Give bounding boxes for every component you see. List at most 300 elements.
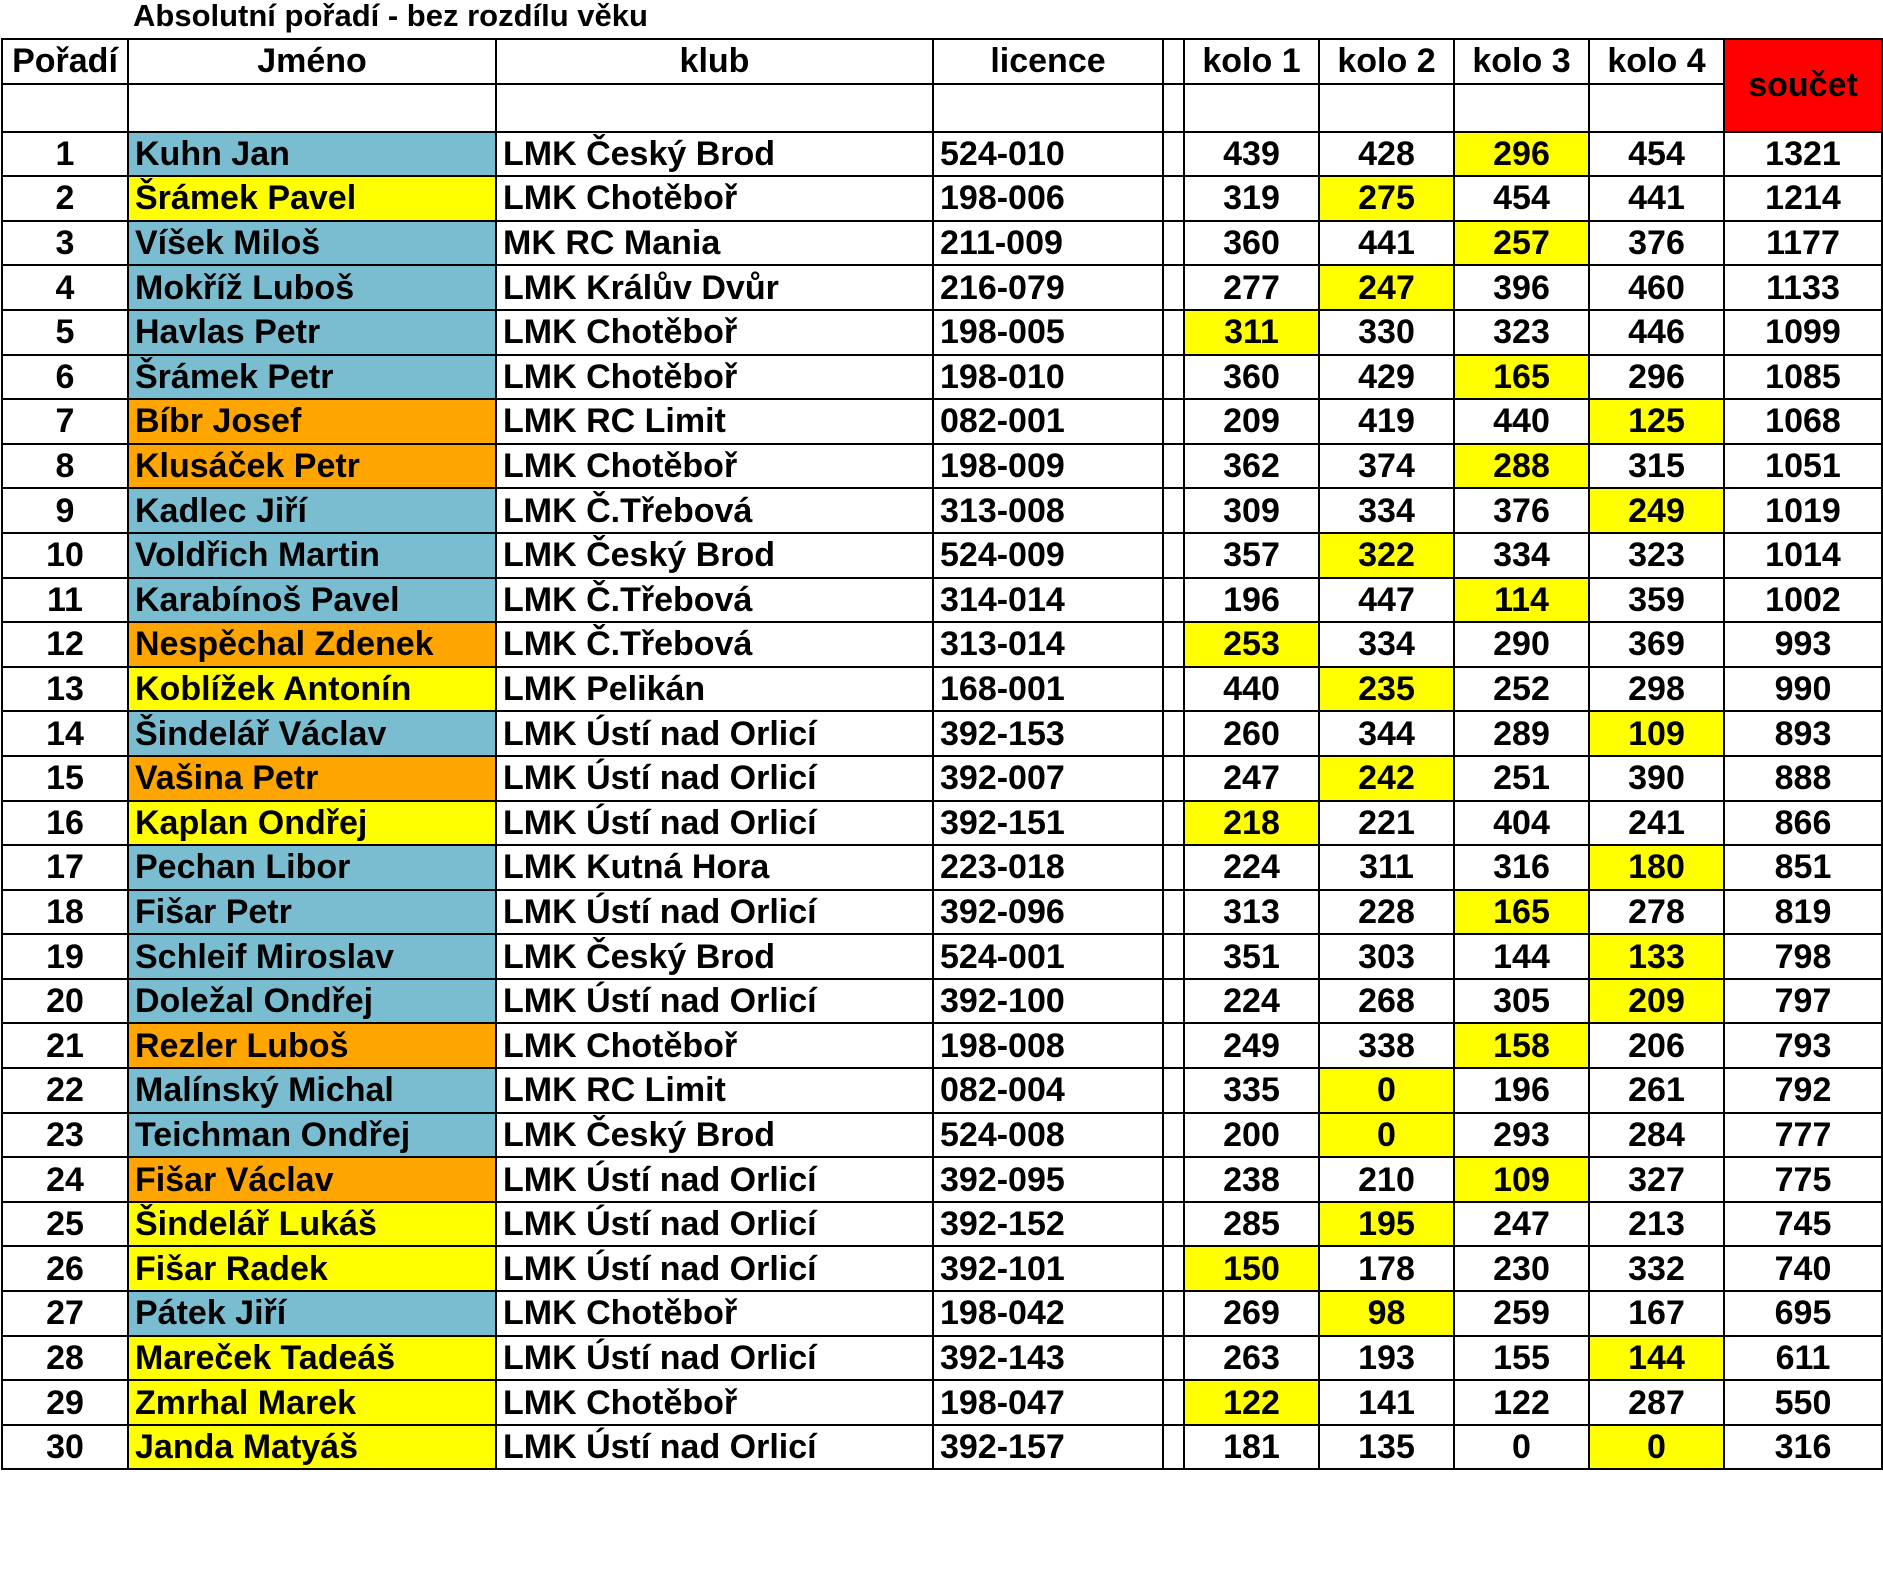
name-cell: Šindelář Lukáš <box>128 1202 496 1247</box>
round-1-cell: 209 <box>1184 399 1319 444</box>
club-cell: LMK RC Limit <box>496 1068 933 1113</box>
total-cell: 1051 <box>1724 444 1882 489</box>
round-2-cell: 0 <box>1319 1068 1454 1113</box>
round-2-cell: 0 <box>1319 1113 1454 1158</box>
round-1-cell: 319 <box>1184 176 1319 221</box>
name-cell: Kadlec Jiří <box>128 488 496 533</box>
round-3-cell: 165 <box>1454 355 1589 400</box>
blank-cell <box>1454 84 1589 132</box>
license-cell: 524-010 <box>933 132 1163 177</box>
name-cell: Šrámek Pavel <box>128 176 496 221</box>
round-2-cell: 344 <box>1319 711 1454 756</box>
name-cell: Malínský Michal <box>128 1068 496 1113</box>
table-row <box>2 1246 1882 1291</box>
round-4-cell: 109 <box>1589 711 1724 756</box>
license-cell: 392-143 <box>933 1336 1163 1381</box>
total-cell: 893 <box>1724 711 1882 756</box>
license-cell: 211-009 <box>933 221 1163 266</box>
table-row <box>2 176 1882 221</box>
total-cell: 990 <box>1724 667 1882 712</box>
total-cell: 1177 <box>1724 221 1882 266</box>
round-1-cell: 249 <box>1184 1023 1319 1068</box>
club-cell: LMK Ústí nad Orlicí <box>496 890 933 935</box>
club-cell: LMK Chotěboř <box>496 310 933 355</box>
round-4-cell: 287 <box>1589 1380 1724 1425</box>
round-3-cell: 305 <box>1454 979 1589 1024</box>
license-cell: 313-014 <box>933 622 1163 667</box>
round-2-cell: 98 <box>1319 1291 1454 1336</box>
rank-cell: 27 <box>2 1291 128 1336</box>
spacer-cell <box>1163 1157 1184 1202</box>
round-4-cell: 213 <box>1589 1202 1724 1247</box>
spacer-cell <box>1163 84 1184 132</box>
spacer-cell <box>1163 801 1184 846</box>
license-cell: 392-095 <box>933 1157 1163 1202</box>
round-1-cell: 439 <box>1184 132 1319 177</box>
round-3-cell: 230 <box>1454 1246 1589 1291</box>
round-2-cell: 135 <box>1319 1425 1454 1470</box>
round-3-cell: 454 <box>1454 176 1589 221</box>
table-row <box>2 488 1882 533</box>
table-row <box>2 801 1882 846</box>
total-cell: 611 <box>1724 1336 1882 1381</box>
license-cell: 198-009 <box>933 444 1163 489</box>
table-row <box>2 1291 1882 1336</box>
round-1-cell: 253 <box>1184 622 1319 667</box>
rank-cell: 4 <box>2 265 128 310</box>
rank-cell: 18 <box>2 890 128 935</box>
round-2-cell: 235 <box>1319 667 1454 712</box>
round-2-cell: 221 <box>1319 801 1454 846</box>
round-2-cell: 275 <box>1319 176 1454 221</box>
round-4-cell: 249 <box>1589 488 1724 533</box>
round-2-cell: 330 <box>1319 310 1454 355</box>
round-2-cell: 334 <box>1319 622 1454 667</box>
spacer-cell <box>1163 132 1184 177</box>
total-cell: 777 <box>1724 1113 1882 1158</box>
total-cell: 993 <box>1724 622 1882 667</box>
spacer-cell <box>1163 488 1184 533</box>
blank-cell <box>933 84 1163 132</box>
rank-cell: 12 <box>2 622 128 667</box>
license-cell: 392-101 <box>933 1246 1163 1291</box>
license-cell: 082-004 <box>933 1068 1163 1113</box>
license-cell: 392-100 <box>933 979 1163 1024</box>
round-2-cell: 311 <box>1319 845 1454 890</box>
round-2-cell: 178 <box>1319 1246 1454 1291</box>
name-cell: Pátek Jiří <box>128 1291 496 1336</box>
name-cell: Schleif Miroslav <box>128 934 496 979</box>
table-row <box>2 265 1882 310</box>
club-cell: LMK Chotěboř <box>496 1380 933 1425</box>
table-row <box>2 310 1882 355</box>
club-cell: LMK Ústí nad Orlicí <box>496 711 933 756</box>
round-1-cell: 269 <box>1184 1291 1319 1336</box>
spacer-cell <box>1163 1202 1184 1247</box>
spacer-cell <box>1163 533 1184 578</box>
total-cell: 745 <box>1724 1202 1882 1247</box>
table-row <box>2 1068 1882 1113</box>
total-cell: 819 <box>1724 890 1882 935</box>
total-cell: 866 <box>1724 801 1882 846</box>
spacer-cell <box>1163 355 1184 400</box>
club-cell: LMK Ústí nad Orlicí <box>496 1202 933 1247</box>
round-2-cell: 210 <box>1319 1157 1454 1202</box>
round-2-cell: 141 <box>1319 1380 1454 1425</box>
rank-cell: 20 <box>2 979 128 1024</box>
round-2-cell: 441 <box>1319 221 1454 266</box>
total-cell: 797 <box>1724 979 1882 1024</box>
round-2-cell: 338 <box>1319 1023 1454 1068</box>
round-3-cell: 144 <box>1454 934 1589 979</box>
round-1-cell: 360 <box>1184 355 1319 400</box>
rank-cell: 15 <box>2 756 128 801</box>
round-1-cell: 362 <box>1184 444 1319 489</box>
rank-cell: 6 <box>2 355 128 400</box>
license-cell: 392-007 <box>933 756 1163 801</box>
table-row <box>2 1202 1882 1247</box>
table-row <box>2 221 1882 266</box>
spacer-cell <box>1163 622 1184 667</box>
round-1-cell: 311 <box>1184 310 1319 355</box>
club-cell: LMK Č.Třebová <box>496 578 933 623</box>
license-cell: 223-018 <box>933 845 1163 890</box>
round-1-cell: 351 <box>1184 934 1319 979</box>
round-2-cell: 247 <box>1319 265 1454 310</box>
table-row <box>2 533 1882 578</box>
spacer-cell <box>1163 1336 1184 1381</box>
blank-cell <box>1589 84 1724 132</box>
round-4-cell: 298 <box>1589 667 1724 712</box>
club-cell: LMK Č.Třebová <box>496 622 933 667</box>
license-cell: 524-009 <box>933 533 1163 578</box>
round-2-cell: 374 <box>1319 444 1454 489</box>
total-cell: 1133 <box>1724 265 1882 310</box>
round-4-cell: 133 <box>1589 934 1724 979</box>
round-4-cell: 332 <box>1589 1246 1724 1291</box>
total-cell: 1321 <box>1724 132 1882 177</box>
rank-cell: 9 <box>2 488 128 533</box>
table-row <box>2 355 1882 400</box>
spacer-cell <box>1163 176 1184 221</box>
round-2-cell: 447 <box>1319 578 1454 623</box>
table-row <box>2 132 1882 177</box>
club-cell: LMK Chotěboř <box>496 1023 933 1068</box>
club-cell: LMK Český Brod <box>496 934 933 979</box>
spacer-cell <box>1163 1246 1184 1291</box>
rank-cell: 30 <box>2 1425 128 1470</box>
round-4-cell: 241 <box>1589 801 1724 846</box>
name-cell: Mareček Tadeáš <box>128 1336 496 1381</box>
club-cell: LMK Ústí nad Orlicí <box>496 756 933 801</box>
round-4-cell: 327 <box>1589 1157 1724 1202</box>
round-3-cell: 334 <box>1454 533 1589 578</box>
license-cell: 198-005 <box>933 310 1163 355</box>
name-cell: Bíbr Josef <box>128 399 496 444</box>
blank-cell <box>496 84 933 132</box>
club-cell: LMK Český Brod <box>496 132 933 177</box>
name-cell: Fišar Václav <box>128 1157 496 1202</box>
round-3-cell: 109 <box>1454 1157 1589 1202</box>
table-row <box>2 444 1882 489</box>
round-1-cell: 313 <box>1184 890 1319 935</box>
round-1-cell: 238 <box>1184 1157 1319 1202</box>
table-row <box>2 756 1882 801</box>
spacer-cell <box>1163 1113 1184 1158</box>
round-1-cell: 277 <box>1184 265 1319 310</box>
round-1-cell: 224 <box>1184 845 1319 890</box>
name-cell: Kuhn Jan <box>128 132 496 177</box>
header-club: klub <box>496 39 933 84</box>
round-1-cell: 196 <box>1184 578 1319 623</box>
total-cell: 1068 <box>1724 399 1882 444</box>
license-cell: 392-151 <box>933 801 1163 846</box>
round-4-cell: 376 <box>1589 221 1724 266</box>
round-2-cell: 193 <box>1319 1336 1454 1381</box>
table-row <box>2 890 1882 935</box>
license-cell: 524-001 <box>933 934 1163 979</box>
round-4-cell: 446 <box>1589 310 1724 355</box>
name-cell: Fišar Radek <box>128 1246 496 1291</box>
round-3-cell: 290 <box>1454 622 1589 667</box>
license-cell: 198-010 <box>933 355 1163 400</box>
rank-cell: 1 <box>2 132 128 177</box>
club-cell: MK RC Mania <box>496 221 933 266</box>
license-cell: 392-153 <box>933 711 1163 756</box>
rank-cell: 19 <box>2 934 128 979</box>
spacer-cell <box>1163 667 1184 712</box>
spacer-cell <box>1163 310 1184 355</box>
license-cell: 198-008 <box>933 1023 1163 1068</box>
spacer-cell <box>1163 1023 1184 1068</box>
spacer-cell <box>1163 444 1184 489</box>
header-round-1: kolo 1 <box>1184 39 1319 84</box>
total-cell: 1002 <box>1724 578 1882 623</box>
rank-cell: 10 <box>2 533 128 578</box>
rank-cell: 24 <box>2 1157 128 1202</box>
total-cell: 1085 <box>1724 355 1882 400</box>
round-2-cell: 242 <box>1319 756 1454 801</box>
rank-cell: 21 <box>2 1023 128 1068</box>
spacer-cell <box>1163 1291 1184 1336</box>
round-1-cell: 181 <box>1184 1425 1319 1470</box>
license-cell: 313-008 <box>933 488 1163 533</box>
round-1-cell: 260 <box>1184 711 1319 756</box>
total-cell: 1099 <box>1724 310 1882 355</box>
spacer-cell <box>1163 979 1184 1024</box>
header-name: Jméno <box>128 39 496 84</box>
table-row <box>2 845 1882 890</box>
round-2-cell: 303 <box>1319 934 1454 979</box>
club-cell: LMK Ústí nad Orlicí <box>496 1336 933 1381</box>
table-row <box>2 667 1882 712</box>
round-3-cell: 440 <box>1454 399 1589 444</box>
rank-cell: 7 <box>2 399 128 444</box>
total-cell: 793 <box>1724 1023 1882 1068</box>
round-3-cell: 289 <box>1454 711 1589 756</box>
round-3-cell: 259 <box>1454 1291 1589 1336</box>
spacer-cell <box>1163 756 1184 801</box>
rank-cell: 16 <box>2 801 128 846</box>
rank-cell: 26 <box>2 1246 128 1291</box>
table-row <box>2 578 1882 623</box>
round-4-cell: 359 <box>1589 578 1724 623</box>
total-cell: 740 <box>1724 1246 1882 1291</box>
table-row <box>2 1425 1882 1470</box>
license-cell: 524-008 <box>933 1113 1163 1158</box>
round-2-cell: 419 <box>1319 399 1454 444</box>
spacer-cell <box>1163 221 1184 266</box>
round-3-cell: 376 <box>1454 488 1589 533</box>
rank-cell: 17 <box>2 845 128 890</box>
spacer-cell <box>1163 578 1184 623</box>
round-1-cell: 200 <box>1184 1113 1319 1158</box>
round-1-cell: 218 <box>1184 801 1319 846</box>
total-cell: 792 <box>1724 1068 1882 1113</box>
round-3-cell: 165 <box>1454 890 1589 935</box>
total-cell: 1214 <box>1724 176 1882 221</box>
round-1-cell: 440 <box>1184 667 1319 712</box>
round-1-cell: 122 <box>1184 1380 1319 1425</box>
club-cell: LMK RC Limit <box>496 399 933 444</box>
spacer-cell <box>1163 265 1184 310</box>
table-row <box>2 1336 1882 1381</box>
header-total: součet <box>1724 39 1882 132</box>
round-3-cell: 404 <box>1454 801 1589 846</box>
header-round-2: kolo 2 <box>1319 39 1454 84</box>
table-row <box>2 622 1882 667</box>
license-cell: 392-152 <box>933 1202 1163 1247</box>
club-cell: LMK Kutná Hora <box>496 845 933 890</box>
blank-cell <box>1184 84 1319 132</box>
club-cell: LMK Český Brod <box>496 1113 933 1158</box>
spacer-cell <box>1163 399 1184 444</box>
rank-cell: 8 <box>2 444 128 489</box>
round-3-cell: 158 <box>1454 1023 1589 1068</box>
round-4-cell: 315 <box>1589 444 1724 489</box>
round-3-cell: 247 <box>1454 1202 1589 1247</box>
total-cell: 851 <box>1724 845 1882 890</box>
table-row <box>2 1023 1882 1068</box>
club-cell: LMK Chotěboř <box>496 355 933 400</box>
rank-cell: 3 <box>2 221 128 266</box>
round-3-cell: 316 <box>1454 845 1589 890</box>
name-cell: Fišar Petr <box>128 890 496 935</box>
round-3-cell: 293 <box>1454 1113 1589 1158</box>
round-3-cell: 323 <box>1454 310 1589 355</box>
round-4-cell: 369 <box>1589 622 1724 667</box>
round-1-cell: 309 <box>1184 488 1319 533</box>
table-row <box>2 399 1882 444</box>
club-cell: LMK Pelikán <box>496 667 933 712</box>
name-cell: Klusáček Petr <box>128 444 496 489</box>
header-round-4: kolo 4 <box>1589 39 1724 84</box>
round-3-cell: 257 <box>1454 221 1589 266</box>
name-cell: Pechan Libor <box>128 845 496 890</box>
name-cell: Zmrhal Marek <box>128 1380 496 1425</box>
round-4-cell: 454 <box>1589 132 1724 177</box>
round-3-cell: 396 <box>1454 265 1589 310</box>
round-4-cell: 0 <box>1589 1425 1724 1470</box>
spacer-cell <box>1163 1425 1184 1470</box>
results-table <box>1 38 1883 1470</box>
rank-cell: 22 <box>2 1068 128 1113</box>
license-cell: 392-157 <box>933 1425 1163 1470</box>
total-cell: 550 <box>1724 1380 1882 1425</box>
license-cell: 198-006 <box>933 176 1163 221</box>
license-cell: 392-096 <box>933 890 1163 935</box>
header-license: licence <box>933 39 1163 84</box>
name-cell: Šindelář Václav <box>128 711 496 756</box>
sheet-title: Absolutní pořadí - bez rozdílu věku <box>133 0 648 33</box>
table-row <box>2 934 1882 979</box>
round-4-cell: 323 <box>1589 533 1724 578</box>
license-cell: 168-001 <box>933 667 1163 712</box>
total-cell: 1019 <box>1724 488 1882 533</box>
round-4-cell: 206 <box>1589 1023 1724 1068</box>
round-4-cell: 125 <box>1589 399 1724 444</box>
round-2-cell: 334 <box>1319 488 1454 533</box>
club-cell: LMK Chotěboř <box>496 444 933 489</box>
round-4-cell: 261 <box>1589 1068 1724 1113</box>
round-3-cell: 155 <box>1454 1336 1589 1381</box>
name-cell: Koblížek Antonín <box>128 667 496 712</box>
round-4-cell: 460 <box>1589 265 1724 310</box>
rank-cell: 23 <box>2 1113 128 1158</box>
name-cell: Karabínoš Pavel <box>128 578 496 623</box>
club-cell: LMK Ústí nad Orlicí <box>496 1246 933 1291</box>
table-row <box>2 1380 1882 1425</box>
total-cell: 798 <box>1724 934 1882 979</box>
rank-cell: 13 <box>2 667 128 712</box>
license-cell: 314-014 <box>933 578 1163 623</box>
club-cell: LMK Ústí nad Orlicí <box>496 1157 933 1202</box>
round-4-cell: 278 <box>1589 890 1724 935</box>
header-rank: Pořadí <box>2 39 128 84</box>
total-cell: 695 <box>1724 1291 1882 1336</box>
spacer-cell <box>1163 890 1184 935</box>
club-cell: LMK Chotěboř <box>496 176 933 221</box>
round-2-cell: 428 <box>1319 132 1454 177</box>
round-4-cell: 390 <box>1589 756 1724 801</box>
club-cell: LMK Český Brod <box>496 533 933 578</box>
name-cell: Havlas Petr <box>128 310 496 355</box>
blank-cell <box>1319 84 1454 132</box>
table-row <box>2 1113 1882 1158</box>
round-3-cell: 252 <box>1454 667 1589 712</box>
table-row <box>2 1157 1882 1202</box>
round-4-cell: 441 <box>1589 176 1724 221</box>
header-row <box>2 39 1882 84</box>
club-cell: LMK Ústí nad Orlicí <box>496 1425 933 1470</box>
blank-cell <box>128 84 496 132</box>
spacer-cell <box>1163 711 1184 756</box>
name-cell: Janda Matyáš <box>128 1425 496 1470</box>
rank-cell: 29 <box>2 1380 128 1425</box>
round-3-cell: 251 <box>1454 756 1589 801</box>
round-4-cell: 209 <box>1589 979 1724 1024</box>
name-cell: Teichman Ondřej <box>128 1113 496 1158</box>
round-1-cell: 285 <box>1184 1202 1319 1247</box>
rank-cell: 2 <box>2 176 128 221</box>
total-cell: 1014 <box>1724 533 1882 578</box>
rank-cell: 14 <box>2 711 128 756</box>
round-4-cell: 167 <box>1589 1291 1724 1336</box>
round-1-cell: 335 <box>1184 1068 1319 1113</box>
name-cell: Voldřich Martin <box>128 533 496 578</box>
total-cell: 316 <box>1724 1425 1882 1470</box>
name-cell: Víšek Miloš <box>128 221 496 266</box>
